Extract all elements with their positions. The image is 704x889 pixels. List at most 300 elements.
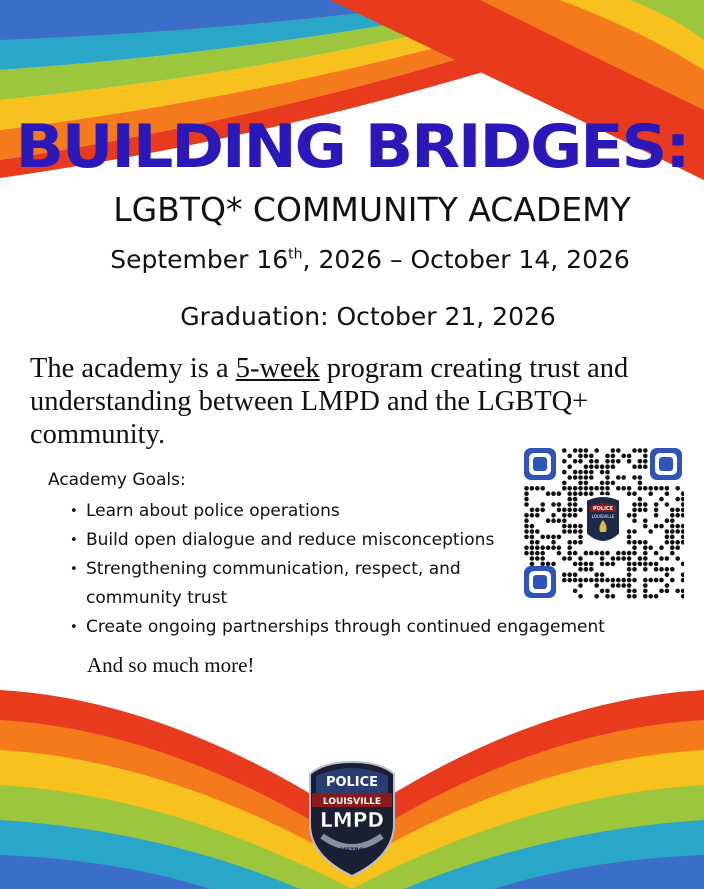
qr-module xyxy=(627,491,632,496)
qr-module xyxy=(589,567,594,572)
qr-module xyxy=(665,502,670,507)
qr-module xyxy=(632,529,637,534)
dates-start: September 16 xyxy=(110,245,289,274)
qr-module xyxy=(665,486,670,491)
qr-module xyxy=(567,578,572,583)
qr-module xyxy=(562,578,567,583)
qr-module xyxy=(584,567,589,572)
qr-module xyxy=(546,535,551,540)
qr-module xyxy=(567,486,572,491)
qr-module xyxy=(675,513,680,518)
qr-module xyxy=(665,583,670,588)
qr-module xyxy=(594,578,599,583)
qr-module xyxy=(562,470,567,475)
qr-module xyxy=(632,475,637,480)
qr-module xyxy=(654,508,659,513)
qr-module xyxy=(638,486,643,491)
dates-start-suffix: th xyxy=(288,246,303,263)
qr-module xyxy=(605,464,610,469)
qr-module xyxy=(643,518,648,523)
qr-module xyxy=(540,508,545,513)
qr-module xyxy=(557,551,562,556)
qr-module xyxy=(584,491,589,496)
qr-module xyxy=(573,491,578,496)
qr-module xyxy=(605,486,610,491)
qr-module xyxy=(675,497,680,502)
qr-module xyxy=(567,497,572,502)
qr-module xyxy=(627,454,632,459)
qr-module xyxy=(621,486,626,491)
qr-module xyxy=(540,486,545,491)
qr-module xyxy=(567,545,572,550)
qr-module xyxy=(535,545,540,550)
qr-module xyxy=(632,508,637,513)
qr-module xyxy=(627,589,632,594)
qr-module xyxy=(557,502,562,507)
qr-module xyxy=(621,578,626,583)
qr-module xyxy=(578,567,583,572)
qr-module xyxy=(611,594,616,599)
qr-module xyxy=(573,448,578,453)
qr-module xyxy=(573,572,578,577)
qr-module xyxy=(648,578,653,583)
qr-module xyxy=(627,513,632,518)
qr-module xyxy=(540,535,545,540)
qr-module xyxy=(643,589,648,594)
qr-module xyxy=(589,454,594,459)
qr-module xyxy=(540,502,545,507)
qr-module xyxy=(584,448,589,453)
qr-module xyxy=(638,464,643,469)
qr-module xyxy=(530,562,535,567)
qr-module xyxy=(665,556,670,561)
qr-module xyxy=(659,578,664,583)
qr-module xyxy=(600,464,605,469)
qr-module xyxy=(562,481,567,486)
qr-module xyxy=(546,545,551,550)
qr-module xyxy=(616,583,621,588)
qr-module xyxy=(535,551,540,556)
qr-module xyxy=(632,491,637,496)
qr-module xyxy=(524,491,529,496)
qr-module xyxy=(551,502,556,507)
qr-module xyxy=(546,518,551,523)
qr-module xyxy=(584,551,589,556)
qr-module xyxy=(524,529,529,534)
qr-module xyxy=(643,454,648,459)
qr-module xyxy=(654,594,659,599)
qr-module xyxy=(632,551,637,556)
qr-module xyxy=(524,545,529,550)
qr-module xyxy=(632,567,637,572)
qr-module xyxy=(670,518,675,523)
qr-module xyxy=(530,529,535,534)
qr-module xyxy=(573,502,578,507)
qr-module xyxy=(670,545,675,550)
qr-module xyxy=(643,524,648,529)
qr-module xyxy=(584,470,589,475)
qr-module xyxy=(573,551,578,556)
qr-module xyxy=(648,545,653,550)
qr-module xyxy=(594,448,599,453)
qr-module xyxy=(654,578,659,583)
qr-module xyxy=(594,583,599,588)
qr-module xyxy=(627,562,632,567)
qr-module xyxy=(584,464,589,469)
qr-module xyxy=(665,518,670,523)
qr-module xyxy=(627,551,632,556)
qr-module xyxy=(621,551,626,556)
qr-module xyxy=(632,502,637,507)
qr-module xyxy=(524,524,529,529)
goal-item: • Strengthening communication, respect, and community trust xyxy=(70,555,486,613)
qr-module xyxy=(530,545,535,550)
qr-module xyxy=(638,502,643,507)
qr-module xyxy=(643,594,648,599)
qr-module xyxy=(665,529,670,534)
qr-module xyxy=(524,551,529,556)
lmpd-badge-logo xyxy=(302,760,402,878)
goal-item: • Create ongoing partnerships through continued engagement xyxy=(70,613,630,642)
qr-module xyxy=(611,464,616,469)
qr-module xyxy=(643,551,648,556)
qr-module xyxy=(530,513,535,518)
qr-module xyxy=(675,524,680,529)
qr-module xyxy=(621,454,626,459)
qr-module xyxy=(654,486,659,491)
qr-module xyxy=(567,508,572,513)
qr-module xyxy=(659,524,664,529)
qr-module xyxy=(573,529,578,534)
qr-module xyxy=(524,513,529,518)
qr-module xyxy=(578,508,583,513)
qr-module xyxy=(638,481,643,486)
qr-module xyxy=(573,578,578,583)
qr-module xyxy=(573,470,578,475)
qr-module xyxy=(670,508,675,513)
qr-module xyxy=(632,448,637,453)
qr-module xyxy=(567,551,572,556)
qr-module xyxy=(600,562,605,567)
qr-module xyxy=(611,481,616,486)
qr-module xyxy=(643,486,648,491)
qr-module xyxy=(611,448,616,453)
qr-module xyxy=(654,567,659,572)
qr-module xyxy=(540,551,545,556)
qr-module xyxy=(605,589,610,594)
qr-module xyxy=(670,551,675,556)
qr-center-badge xyxy=(586,496,620,542)
qr-module xyxy=(551,535,556,540)
qr-module xyxy=(605,594,610,599)
qr-module xyxy=(611,578,616,583)
qr-module xyxy=(573,497,578,502)
qr-module xyxy=(540,556,545,561)
qr-module xyxy=(632,513,637,518)
qr-module xyxy=(605,470,610,475)
qr-module xyxy=(557,518,562,523)
qr-module xyxy=(632,562,637,567)
qr-module xyxy=(627,556,632,561)
qr-module xyxy=(600,481,605,486)
qr-module xyxy=(600,470,605,475)
qr-module xyxy=(621,556,626,561)
qr-module xyxy=(578,459,583,464)
qr-module xyxy=(627,572,632,577)
qr-module xyxy=(567,454,572,459)
qr-module xyxy=(578,470,583,475)
qr-module xyxy=(600,589,605,594)
qr-module xyxy=(632,518,637,523)
qr-module xyxy=(643,583,648,588)
qr-module xyxy=(578,481,583,486)
description-duration: 5-week xyxy=(235,353,320,384)
qr-module xyxy=(611,459,616,464)
qr-module xyxy=(557,545,562,550)
qr-module xyxy=(546,562,551,567)
qr-module xyxy=(605,475,610,480)
qr-module xyxy=(654,524,659,529)
qr-module xyxy=(643,459,648,464)
qr-module xyxy=(648,594,653,599)
qr-module xyxy=(632,589,637,594)
qr-module xyxy=(648,491,653,496)
qr-module xyxy=(675,508,680,513)
qr-module xyxy=(611,562,616,567)
qr-module xyxy=(670,513,675,518)
qr-module xyxy=(643,562,648,567)
qr-module xyxy=(670,578,675,583)
qr-module xyxy=(675,540,680,545)
qr-module xyxy=(562,556,567,561)
qr-module xyxy=(594,551,599,556)
qr-module xyxy=(584,562,589,567)
qr-module xyxy=(589,464,594,469)
qr-module xyxy=(578,540,583,545)
qr-module xyxy=(675,545,680,550)
qr-module xyxy=(611,454,616,459)
qr-module xyxy=(578,556,583,561)
qr-module xyxy=(616,486,621,491)
qr-module xyxy=(578,491,583,496)
qr-module xyxy=(643,567,648,572)
badge-lmpd-text: LMPD xyxy=(320,808,384,832)
qr-module xyxy=(530,508,535,513)
qr-finder-top-right xyxy=(650,448,682,480)
qr-module xyxy=(573,486,578,491)
qr-module xyxy=(557,508,562,513)
qr-module xyxy=(530,556,535,561)
qr-module xyxy=(589,470,594,475)
qr-module xyxy=(600,572,605,577)
qr-module xyxy=(654,502,659,507)
qr-module xyxy=(627,583,632,588)
qr-module xyxy=(648,529,653,534)
academy-description xyxy=(30,352,690,451)
qr-module xyxy=(573,475,578,480)
qr-module xyxy=(675,486,680,491)
qr-module xyxy=(578,486,583,491)
qr-module xyxy=(557,535,562,540)
qr-module xyxy=(616,551,621,556)
qr-module xyxy=(578,535,583,540)
flyer-subtitle: LGBTQ* COMMUNITY ACADEMY xyxy=(113,190,631,229)
qr-module xyxy=(594,572,599,577)
qr-module xyxy=(578,454,583,459)
qr-module xyxy=(562,572,567,577)
qr-module xyxy=(670,524,675,529)
qr-module xyxy=(616,556,621,561)
qr-module xyxy=(578,524,583,529)
qr-module xyxy=(659,486,664,491)
qr-module xyxy=(638,508,643,513)
flyer-title: BUILDING BRIDGES: xyxy=(15,112,689,182)
qr-module xyxy=(567,464,572,469)
qr-module xyxy=(632,540,637,545)
description-after: program creating trust and understanding between LMPD and the LGBTQ+ community. xyxy=(30,353,629,450)
qr-module xyxy=(524,518,529,523)
qr-module xyxy=(535,508,540,513)
goal-item: • Build open dialogue and reduce misconceptions xyxy=(70,526,630,555)
qr-module xyxy=(638,497,643,502)
qr-module xyxy=(670,540,675,545)
qr-module xyxy=(665,567,670,572)
qr-module xyxy=(632,578,637,583)
qr-module xyxy=(562,486,567,491)
qr-module xyxy=(643,556,648,561)
qr-module xyxy=(611,556,616,561)
qr-module xyxy=(600,556,605,561)
qr-module xyxy=(573,459,578,464)
qr-module xyxy=(562,508,567,513)
qr-module xyxy=(643,540,648,545)
qr-module xyxy=(530,524,535,529)
qr-module xyxy=(632,464,637,469)
qr-module xyxy=(567,556,572,561)
qr-module xyxy=(589,486,594,491)
qr-badge-top: POLICE xyxy=(592,506,614,512)
qr-module xyxy=(638,448,643,453)
qr-module xyxy=(573,589,578,594)
qr-module xyxy=(546,491,551,496)
qr-module xyxy=(627,459,632,464)
qr-module xyxy=(616,448,621,453)
qr-module xyxy=(562,448,567,453)
qr-module xyxy=(557,491,562,496)
qr-module xyxy=(659,567,664,572)
description-before: The academy is a xyxy=(30,353,236,384)
qr-badge-middle: LOUISVILLE xyxy=(591,514,615,519)
qr-module xyxy=(605,481,610,486)
qr-module xyxy=(567,529,572,534)
qr-module xyxy=(524,535,529,540)
qr-finder-bottom-left xyxy=(524,566,556,598)
qr-module xyxy=(643,545,648,550)
academy-dates xyxy=(0,245,704,274)
qr-module xyxy=(611,583,616,588)
qr-module xyxy=(638,540,643,545)
qr-module xyxy=(535,513,540,518)
qr-module xyxy=(659,497,664,502)
qr-module xyxy=(627,594,632,599)
qr-module xyxy=(654,551,659,556)
qr-module xyxy=(632,594,637,599)
qr-module xyxy=(540,545,545,550)
qr-module xyxy=(551,513,556,518)
qr-module xyxy=(654,562,659,567)
qr-module xyxy=(562,524,567,529)
qr-module xyxy=(530,486,535,491)
qr-module xyxy=(594,459,599,464)
qr-module xyxy=(665,491,670,496)
qr-module xyxy=(648,562,653,567)
qr-module xyxy=(600,578,605,583)
qr-module xyxy=(578,583,583,588)
qr-module xyxy=(675,556,680,561)
qr-module xyxy=(535,556,540,561)
qr-module xyxy=(665,572,670,577)
qr-module xyxy=(654,513,659,518)
badge-city-text: LOUISVILLE xyxy=(322,797,382,807)
qr-module xyxy=(535,529,540,534)
qr-module xyxy=(638,556,643,561)
qr-module xyxy=(567,513,572,518)
qr-module xyxy=(589,475,594,480)
badge-metro-text: METRO xyxy=(340,847,364,854)
qr-module xyxy=(675,529,680,534)
qr-module xyxy=(670,567,675,572)
qr-module xyxy=(600,486,605,491)
qr-module xyxy=(578,578,583,583)
qr-module xyxy=(589,551,594,556)
qr-module xyxy=(589,578,594,583)
qr-module xyxy=(665,589,670,594)
qr-module xyxy=(648,486,653,491)
qr-module xyxy=(584,454,589,459)
qr-module xyxy=(589,459,594,464)
qr-module xyxy=(573,508,578,513)
qr-module xyxy=(638,475,643,480)
qr-code[interactable] xyxy=(522,446,684,600)
qr-module xyxy=(551,545,556,550)
qr-module xyxy=(567,524,572,529)
qr-module xyxy=(530,551,535,556)
qr-module xyxy=(584,578,589,583)
qr-module xyxy=(584,475,589,480)
qr-module xyxy=(562,459,567,464)
qr-module xyxy=(605,551,610,556)
qr-module xyxy=(621,583,626,588)
qr-module xyxy=(573,540,578,545)
qr-module xyxy=(540,562,545,567)
qr-module xyxy=(627,535,632,540)
qr-module xyxy=(632,545,637,550)
qr-module xyxy=(562,513,567,518)
qr-module xyxy=(562,529,567,534)
qr-module xyxy=(659,545,664,550)
qr-module xyxy=(573,524,578,529)
qr-module xyxy=(584,486,589,491)
badge-police-text: POLICE xyxy=(325,775,379,790)
closing-line: And so much more! xyxy=(87,653,255,677)
qr-module xyxy=(605,562,610,567)
qr-module xyxy=(567,502,572,507)
qr-module xyxy=(643,508,648,513)
qr-module xyxy=(621,475,626,480)
qr-module xyxy=(578,448,583,453)
qr-module xyxy=(643,502,648,507)
qr-module xyxy=(551,540,556,545)
